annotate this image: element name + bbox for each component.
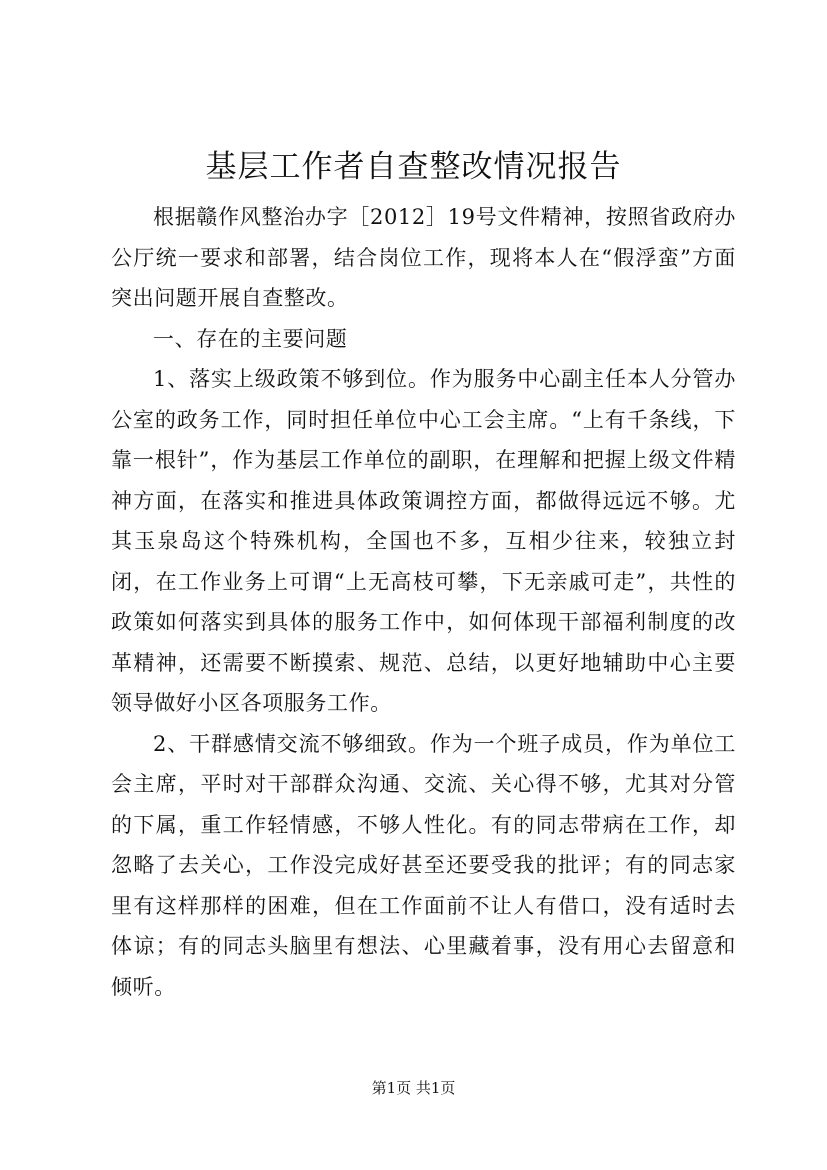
paragraph-item-1: 1、落实上级政策不够到位。作为服务中心副主任本人分管办公室的政务工作，同时担任单位中心工会主席。“上有千条线，下靠一根针”，作为基层工作单位的副职，在理解和把握上级文件精神方面，在落实和推进具体政策调控方面，都做得远远不够。尤其玉泉岛这个特殊机构，全国也不多，互相少往来，较独立封闭，在工作业务上可谓“上无高枝可攀，下无亲戚可走”，共性的政策如何落实到具体的服务工作中，如何体现干部福利制度的改革精神，还需要不断摸索、规范、总结，以更好地辅助中心主要领导做好小区各项服务工作。: [111, 367, 736, 715]
paragraph-intro: 根据赣作风整治办字［2012］19号文件精神，按照省政府办公厅统一要求和部署，结合岗位工作，现将本人在“假浮蛮”方面突出问题开展自查整改。: [111, 205, 736, 310]
document-body: [111, 197, 736, 1007]
section-heading-problems: 一、存在的主要问题: [153, 326, 348, 351]
document-title: 基层工作者自查整改情况报告: [205, 149, 622, 185]
paragraph-item-2: 2、干群感情交流不够细致。作为一个班子成员，作为单位工会主席，平时对干部群众沟通、交流、关心得不够，尤其对分管的下属，重工作轻情感，不够人性化。有的同志带病在工作，却忽略了去关心，工作没完成好甚至还要受我的批评；有的同志家里有这样那样的困难，但在工作面前不让人有借口，没有适时去体谅；有的同志头脑里有想法、心里藏着事，没有用心去留意和倾听。: [111, 731, 736, 999]
page-footer: 第1页 共1页: [371, 1079, 456, 1097]
